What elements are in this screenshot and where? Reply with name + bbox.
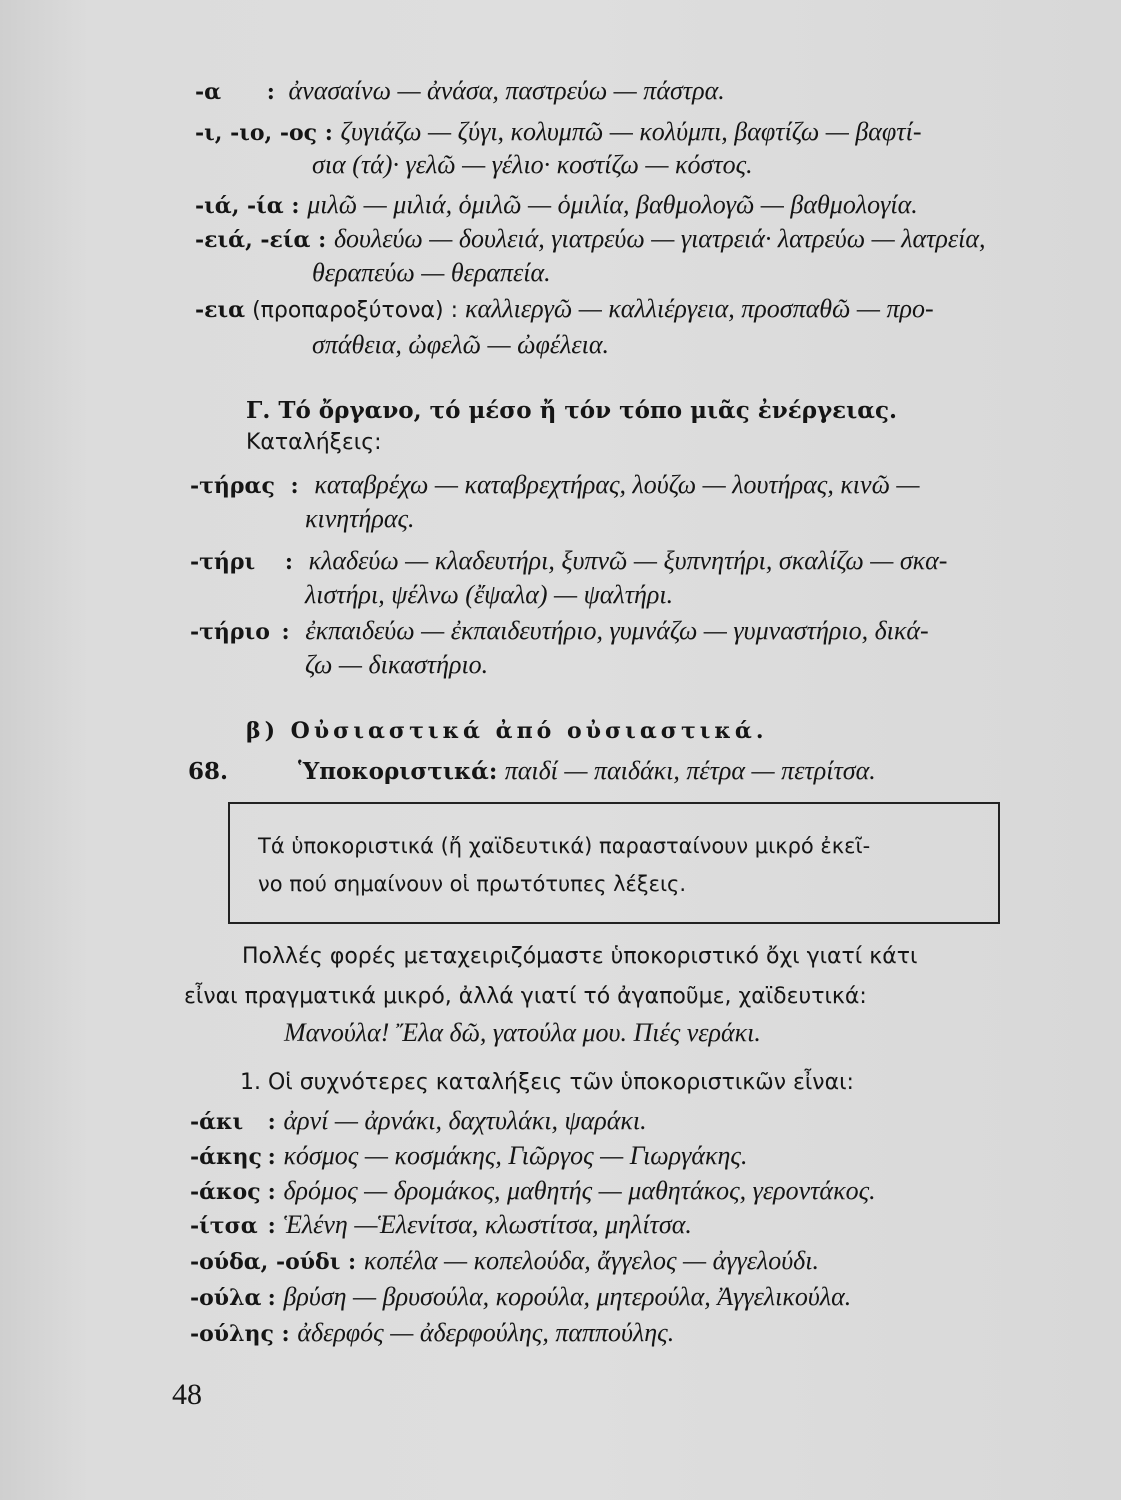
ending-examples: σπάθεια, ὠφελῶ — ὠφέλεια. <box>312 330 609 359</box>
ending-suffix: -ούλα <box>190 1285 262 1311</box>
ending-examples: καταβρέχω — καταβρεχτήρας, λούζω — λουτήρας, κινῶ — <box>314 470 920 499</box>
ending-examples: ἀρνί — ἀρνάκι, δαχτυλάκι, ψαράκι. <box>283 1106 647 1135</box>
body-text-line: εἶναι πραγματικά μικρό, ἀλλά γιατί τό ἀγαποῦμε, χαϊδευτικά: <box>184 984 867 1009</box>
ending-examples: θεραπεύω — θεραπεία. <box>312 258 551 287</box>
ending-examples: καλλιεργῶ — καλλιέργεια, προσπαθῶ — προ- <box>465 294 934 323</box>
ending-separator: : <box>310 227 334 253</box>
ending-examples: κόσμος — κοσμάκης, Γιῶργος — Γιωργάκης. <box>283 1141 748 1170</box>
example-sentence: Μανούλα! Ἔλα δῶ, γατούλα μου. Πιές νεράκι. <box>284 1018 761 1047</box>
ending-examples: ἀνασαίνω — ἀνάσα, παστρεύω — πάστρα. <box>288 76 725 105</box>
ending-suffix: -τήρας <box>190 473 275 499</box>
ending-line <box>195 294 934 326</box>
ending-suffix: -εια <box>195 297 246 323</box>
ending-continuation <box>305 650 488 681</box>
ending-examples: βρύση — βρυσούλα, κορούλα, μητερούλα, Ἀγγελικούλα. <box>283 1282 852 1311</box>
ending-line <box>195 76 725 107</box>
ending-examples: ζω — δικαστήριο. <box>305 650 489 679</box>
ending-separator: : <box>340 1249 364 1275</box>
ending-continuation <box>312 258 551 289</box>
ending-examples: λιστήρι, ψέλνω (ἔψαλα) — ψαλτήρι. <box>305 580 674 609</box>
ending-examples: μιλῶ — μιλιά, ὁμιλῶ — ὁμιλία, βαθμολογῶ — βαθμολογία. <box>307 190 918 219</box>
ending-examples: σια (τά)· γελῶ — γέλιο· κοστίζω — κόστος. <box>312 150 753 179</box>
ending-suffix: -ούδα, -ούδι <box>190 1249 341 1275</box>
ending-line <box>190 1141 747 1172</box>
page-number: 48 <box>172 1378 202 1411</box>
paragraph-68 <box>188 756 876 787</box>
ending-line <box>190 1282 851 1313</box>
definition-line: Τά ὑποκοριστικά (ἤ χαϊδευτικά) παρασταίνουν μικρό ἐκεῖ- <box>258 834 871 858</box>
ending-line <box>195 224 986 255</box>
ending-examples: κοπέλα — κοπελούδα, ἄγγελος — ἀγγελούδι. <box>363 1246 819 1275</box>
ending-line <box>195 117 922 148</box>
ending-suffix: -τήριο <box>190 619 270 645</box>
ending-continuation <box>312 330 609 361</box>
paragraph-term: Ὑποκοριστικά: <box>298 758 498 785</box>
ending-line <box>190 546 947 577</box>
ending-separator: : <box>259 79 283 105</box>
paragraph-number: 68. <box>188 758 229 785</box>
ending-line <box>195 190 918 221</box>
ending-line <box>190 1246 819 1277</box>
ending-examples: Ἑλένη —Ἑλενίτσα, κλωστίτσα, μηλίτσα. <box>283 1210 692 1239</box>
section-heading: Γ. Τό ὄργανο, τό μέσο ἤ τόν τόπο μιᾶς ἐνέργειας. <box>246 397 897 424</box>
paragraph-examples: παιδί — παιδάκι, πέτρα — πετρίτσα. <box>504 756 876 785</box>
ending-examples: ζυγιάζω — ζύγι, κολυμπῶ — κολύμπι, βαφτίζω — βαφτί- <box>340 117 922 146</box>
ending-suffix: -α <box>195 79 222 105</box>
ending-separator: : <box>283 193 308 219</box>
ending-line <box>190 470 920 501</box>
definition-box <box>228 802 1000 924</box>
ending-suffix: -ι, -ιο, -ος <box>195 120 318 146</box>
ending-separator: : <box>273 1321 298 1347</box>
ending-separator: (προπαροξύτονα) : <box>245 298 465 323</box>
endings-label: Καταλήξεις: <box>246 430 382 455</box>
body-text-line: Πολλές φορές μεταχειριζόμαστε ὑποκοριστικό ὄχι γιατί κάτι <box>242 944 918 969</box>
ending-separator: : <box>260 1285 284 1311</box>
ending-suffix: -ειά, -εία <box>195 227 311 253</box>
list-title: 1. Οἱ συχνότερες καταλήξεις τῶν ὑποκοριστικῶν εἶναι: <box>240 1070 854 1095</box>
ending-suffix: -άκι <box>190 1109 244 1135</box>
ending-line <box>190 1318 674 1349</box>
ending-examples: κλαδεύω — κλαδευτήρι, ξυπνῶ — ξυπνητήρι, σκαλίζω — σκα- <box>308 546 948 575</box>
definition-line: νο πού σημαίνουν οἱ πρωτότυπες λέξεις. <box>258 872 687 896</box>
ending-separator: : <box>260 1179 284 1205</box>
ending-suffix: -άκος <box>190 1179 261 1205</box>
ending-continuation <box>305 504 415 535</box>
ending-separator: : <box>282 473 307 499</box>
ending-line <box>190 616 929 647</box>
ending-separator: : <box>273 619 298 645</box>
ending-line <box>190 1210 692 1241</box>
ending-suffix: -άκης <box>190 1144 262 1170</box>
ending-examples: ἐκπαιδεύω — ἐκπαιδευτήριο, γυμνάζω — γυμναστήριο, δικά- <box>305 616 929 645</box>
ending-suffix: -ίτσα <box>190 1213 258 1239</box>
ending-separator: : <box>277 549 301 575</box>
ending-line <box>190 1106 647 1137</box>
ending-separator: : <box>260 1109 284 1135</box>
ending-examples: κινητήρας. <box>305 504 415 533</box>
ending-suffix: -τήρι <box>190 549 256 575</box>
ending-suffix: -ιά, -ία <box>195 193 284 219</box>
ending-line <box>190 1176 876 1207</box>
ending-suffix: -ούλης <box>190 1321 274 1347</box>
ending-separator: : <box>260 1144 284 1170</box>
section-heading: β) Οὐσιαστικά ἀπό οὐσιαστικά. <box>246 718 768 744</box>
ending-examples: δουλεύω — δουλειά, γιατρεύω — γιατρειά· λατρεύω — λατρεία, <box>333 224 986 253</box>
ending-separator: : <box>260 1213 284 1239</box>
ending-continuation <box>312 150 753 181</box>
ending-continuation <box>305 580 673 611</box>
ending-separator: : <box>317 120 341 146</box>
ending-examples: ἀδερφός — ἀδερφούλης, παππούλης. <box>297 1318 675 1347</box>
ending-examples: δρόμος — δρομάκος, μαθητής — μαθητάκος, γεροντάκος. <box>283 1176 876 1205</box>
